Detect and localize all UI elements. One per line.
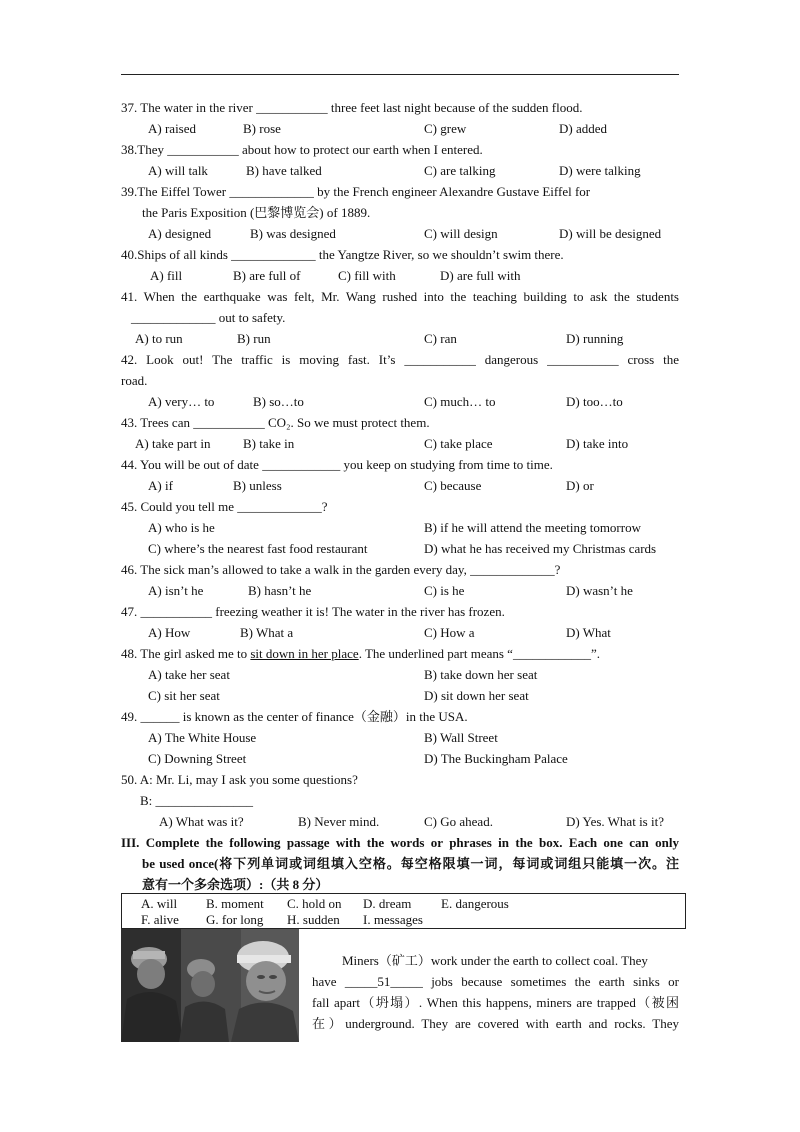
q40-option-a: A) fill [150, 268, 183, 283]
q38-option-d: D) were talking [559, 163, 641, 178]
passage-line3: fall apart（坍塌）. When this happens, miners are trapped（被困 [312, 995, 679, 1010]
q45-option-b: B) if he will attend the meeting tomorrow [424, 520, 641, 535]
q50-stem-cont: B: _______________ [140, 793, 254, 808]
word-box-item: G. for long [206, 912, 264, 927]
q41-option-b: B) run [237, 331, 271, 346]
q37-option-d: D) added [559, 121, 608, 136]
passage-line2: have _____51_____ jobs because sometimes the earth sinks or [312, 974, 679, 989]
q48-option-a: A) take her seat [148, 667, 230, 682]
q38-stem: 38.They ___________ about how to protect our earth when I entered. [121, 142, 483, 157]
q42-stem-cont: road. [121, 373, 148, 388]
q41-stem: 41. When the earthquake was felt, Mr. Wang rushed into the teaching building to ask the students [121, 289, 679, 304]
q47-option-a: A) How [148, 625, 191, 640]
q39-option-b: B) was designed [250, 226, 336, 241]
q37-stem: 37. The water in the river ___________ three feet last night because of the sudden flood. [121, 100, 583, 115]
q48-underlined-part: sit down in her place [250, 646, 359, 661]
q40-option-d: D) are full with [440, 268, 521, 283]
q46-option-a: A) isn’t he [148, 583, 204, 598]
q42-stem: 42. Look out! The traffic is moving fast. It’s ___________ dangerous ___________ cross the [121, 352, 679, 367]
q39-option-c: C) will design [424, 226, 498, 241]
q42-option-a: A) very… to [148, 394, 215, 409]
q39-stem-cont: the Paris Exposition (巴黎博览会) of 1889. [142, 205, 371, 220]
q44-option-c: C) because [424, 478, 482, 493]
q43-stem: 43. Trees can ___________ CO₂. So we must protect them. [121, 415, 430, 430]
section3-heading-line3: 意有一个多余选项）:（共 8 分） [142, 877, 329, 892]
q48-stem [121, 646, 600, 662]
word-box-item: F. alive [141, 912, 179, 927]
q44-option-a: A) if [148, 478, 173, 493]
section3-heading-line2: be used once(将下列单词或词组填入空格。每空格限填一词，每词或词组只能填一次。注 [142, 856, 679, 871]
q50-option-a: A) What was it? [159, 814, 244, 829]
q50-option-c: C) Go ahead. [424, 814, 493, 829]
q45-option-d: D) what he has received my Christmas cards [424, 541, 657, 556]
q50-option-b: B) Never mind. [298, 814, 380, 829]
q37-option-a: A) raised [148, 121, 197, 136]
q50-option-d: D) Yes. What is it? [566, 814, 664, 829]
q47-stem: 47. ___________ freezing weather it is! The water in the river has frozen. [121, 604, 505, 619]
q45-option-a: A) who is he [148, 520, 215, 535]
word-box-item: B. moment [206, 896, 264, 911]
q38-option-b: B) have talked [246, 163, 322, 178]
q41-option-c: C) ran [424, 331, 457, 346]
q42-option-d: D) too…to [566, 394, 623, 409]
q49-option-b: B) Wall Street [424, 730, 498, 745]
q50-stem: 50. A: Mr. Li, may I ask you some questions? [121, 772, 358, 787]
word-box-item: H. sudden [287, 912, 340, 927]
q45-option-c: C) where’s the nearest fast food restaurant [148, 541, 368, 556]
q49-option-d: D) The Buckingham Palace [424, 751, 568, 766]
q38-option-a: A) will talk [148, 163, 208, 178]
word-box-item: A. will [141, 896, 178, 911]
q41-option-d: D) running [566, 331, 624, 346]
q41-stem-cont: _____________ out to safety. [131, 310, 286, 325]
q47-option-d: D) What [566, 625, 611, 640]
q37-option-b: B) rose [243, 121, 281, 136]
q49-option-a: A) The White House [148, 730, 257, 745]
q46-option-c: C) is he [424, 583, 465, 598]
word-box-item: C. hold on [287, 896, 342, 911]
q38-option-c: C) are talking [424, 163, 496, 178]
q46-option-b: B) hasn’t he [248, 583, 312, 598]
q42-option-b: B) so…to [253, 394, 304, 409]
passage-line1: Miners（矿工）work under the earth to collect coal. They [342, 953, 648, 968]
q48-option-b: B) take down her seat [424, 667, 538, 682]
q42-option-c: C) much… to [424, 394, 496, 409]
q47-option-c: C) How a [424, 625, 475, 640]
word-box-item: E. dangerous [441, 896, 509, 911]
q48-option-d: D) sit down her seat [424, 688, 529, 703]
q48-stem-pre: 48. The girl asked me to [121, 646, 251, 661]
q43-option-c: C) take place [424, 436, 493, 451]
q41-option-a: A) to run [135, 331, 183, 346]
passage-line4: 在）underground. They are covered with earth and rocks. They [312, 1016, 679, 1031]
top-rule [121, 74, 679, 75]
q49-stem: 49. ______ is known as the center of finance（金融）in the USA. [121, 709, 468, 724]
q46-stem: 46. The sick man’s allowed to take a walk in the garden every day, _____________? [121, 562, 561, 577]
word-box-item: D. dream [363, 896, 412, 911]
q37-option-c: C) grew [424, 121, 467, 136]
q48-option-c: C) sit her seat [148, 688, 220, 703]
q48-stem-post: . The underlined part means “____________”. [358, 646, 600, 661]
q39-option-d: D) will be designed [559, 226, 662, 241]
q40-option-c: C) fill with [338, 268, 396, 283]
q44-stem: 44. You will be out of date ____________ you keep on studying from time to time. [121, 457, 553, 472]
q44-option-b: B) unless [233, 478, 282, 493]
q43-option-d: D) take into [566, 436, 629, 451]
q43-option-b: B) take in [243, 436, 295, 451]
q40-stem: 40.Ships of all kinds _____________ the Yangtze River, so we shouldn’t swim there. [121, 247, 564, 262]
miners-photo [121, 929, 299, 1042]
q44-option-d: D) or [566, 478, 594, 493]
q40-option-b: B) are full of [233, 268, 301, 283]
word-box-item: I. messages [363, 912, 423, 927]
q45-stem: 45. Could you tell me _____________? [121, 499, 328, 514]
q46-option-d: D) wasn’t he [566, 583, 633, 598]
section3-heading-line1: III. Complete the following passage with the words or phrases in the box. Each one can only [121, 835, 679, 850]
q39-stem: 39.The Eiffel Tower _____________ by the French engineer Alexandre Gustave Eiffel for [121, 184, 591, 199]
q43-option-a: A) take part in [135, 436, 211, 451]
q39-option-a: A) designed [148, 226, 212, 241]
q47-option-b: B) What a [240, 625, 294, 640]
q49-option-c: C) Downing Street [148, 751, 247, 766]
